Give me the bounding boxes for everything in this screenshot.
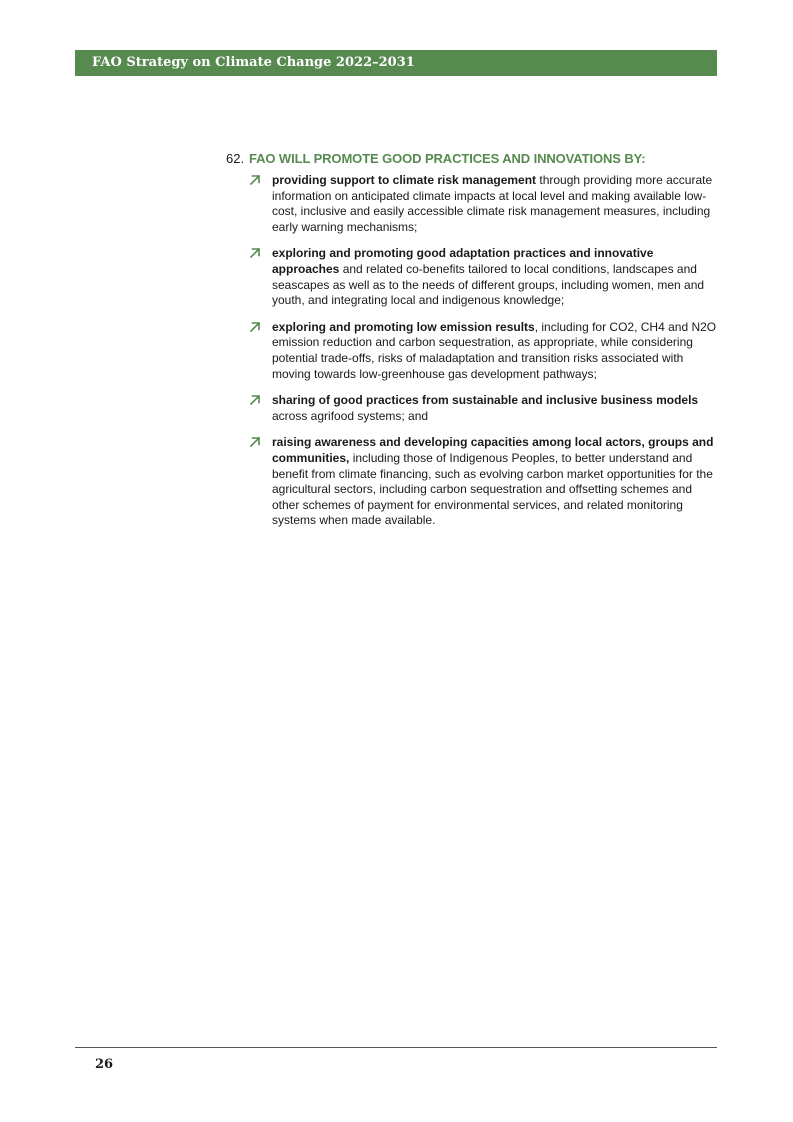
item-text: across agrifood systems; and: [272, 408, 429, 423]
page-number: 26: [95, 1057, 114, 1072]
section-title: FAO WILL PROMOTE GOOD PRACTICES AND INNOVATIONS BY:: [249, 151, 646, 166]
item-bold-text: exploring and promoting good adaptation practices and innovative approaches: [272, 246, 654, 276]
arrow-up-right-icon: [249, 436, 261, 453]
section-number: 62.: [226, 151, 245, 166]
item-bold-text: sharing of good practices from sustainable and inclusive business models: [272, 393, 699, 408]
footer-divider: [75, 1047, 717, 1048]
item-bold-text: providing support to climate risk management: [272, 173, 537, 187]
item-bold-text: raising awareness and developing capacities among local actors, groups and communities,: [272, 435, 714, 465]
section-heading: [226, 151, 721, 166]
bullet-list: [226, 173, 721, 529]
section-62: [226, 151, 721, 540]
item-text: through providing more accurate information on anticipated climate impacts at local level and making available low-cost, inclusive and easily accessible climate risk management measures, including early warning mechanisms;: [272, 173, 713, 234]
list-item: [226, 173, 721, 235]
arrow-up-right-icon: [249, 174, 261, 191]
list-item: [226, 320, 721, 382]
document-title: FAO Strategy on Climate Change 2022–2031: [92, 55, 415, 70]
header-band: [75, 50, 717, 76]
arrow-up-right-icon: [249, 247, 261, 264]
list-item: [226, 393, 721, 424]
arrow-up-right-icon: [249, 394, 261, 411]
list-item: [226, 246, 721, 308]
item-text: including those of Indigenous Peoples, to better understand and benefit from climate financing, such as evolving carbon market opportunities for the agricultural sectors, including carbon sequestration and offsetting schemes and other schemes of payment for environmental services, and related monitoring systems when made available.: [272, 450, 713, 528]
item-text: and related co-benefits tailored to local conditions, landscapes and seascapes as well as to the needs of different groups, including women, men and youth, and integrating local and indigenous knowledge;: [272, 261, 705, 308]
item-text: , including for CO2, CH4 and N2O emission reduction and carbon sequestration, as appropriate, while considering potential trade-offs, risks of maladaptation and transition risks associated with moving towards low-greenhouse gas development pathways;: [272, 319, 717, 381]
arrow-up-right-icon: [249, 321, 261, 338]
list-item: [226, 435, 721, 529]
item-bold-text: exploring and promoting low emission results: [272, 319, 535, 334]
